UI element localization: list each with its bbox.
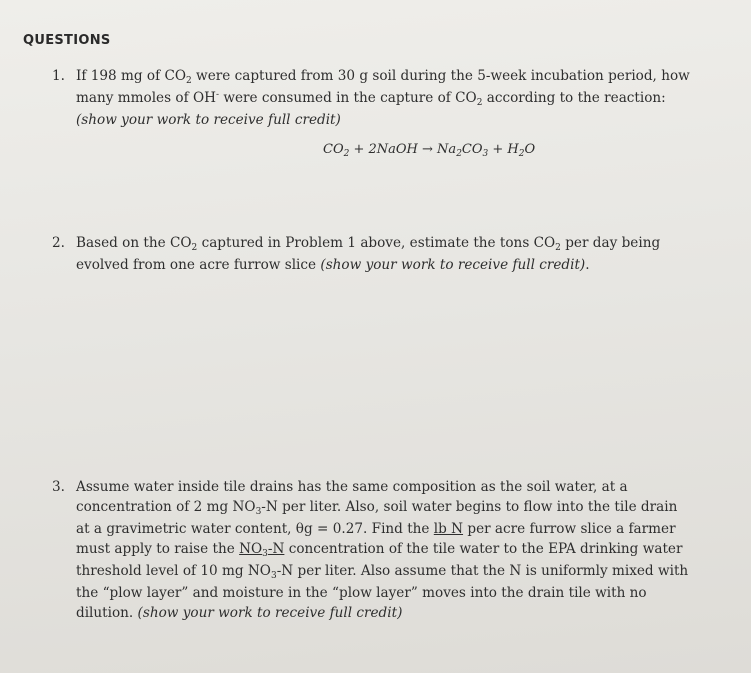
question-text: Assume water inside tile drains has the same composition as the soil water, at a concentration of 2 mg $NO_3-N$ per liter. Also, soil water begins to flow into the tile drain at a gravimetric water content, θg = 0.27. Find the lb N per acre furrow slice a farmer must apply to raise the $NO_3-N$ concentration of the tile water to the EPA drinking water threshold level of 10 mg $NO_3-N$ per liter. Also assume that the N is uniformly mixed with the “plow layer” and moisture in the “plow layer” moves into the drain tile with no dilution. (show your work to receive full credit) (76, 479, 689, 621)
reaction-equation: $CO_2$ + 2NaOH → $Na_2CO_3 + H_2O$ (323, 142, 536, 159)
question-text: If 198 mg of $CO_2$ were captured from 30 g soil during the 5-week incubation period, how many mmoles of OH- were consumed in the capture of $CO_2$ according to the reaction: (show your work to receive full credit) (76, 68, 690, 128)
credit-note: (show your work to receive full credit) (137, 605, 403, 621)
question-number: 2. (52, 235, 65, 251)
question-number: 1. (52, 68, 65, 84)
underlined-lb-n: lb N (433, 521, 464, 537)
page-heading: QUESTIONS (23, 33, 111, 48)
question-number: 3. (52, 479, 65, 495)
question-1 (52, 66, 702, 130)
credit-note: (show your work to receive full credit) (320, 257, 586, 273)
underlined-no3-n: $NO_3-N$ (239, 541, 285, 559)
question-2 (52, 233, 702, 275)
credit-note: (show your work to receive full credit) (76, 112, 341, 128)
question-3 (52, 477, 692, 623)
question-text: Based on the $CO_2$ captured in Problem 1 above, estimate the tons $CO_2$ per day being evolved from one acre furrow slice (show your work to receive full credit). (76, 235, 661, 273)
